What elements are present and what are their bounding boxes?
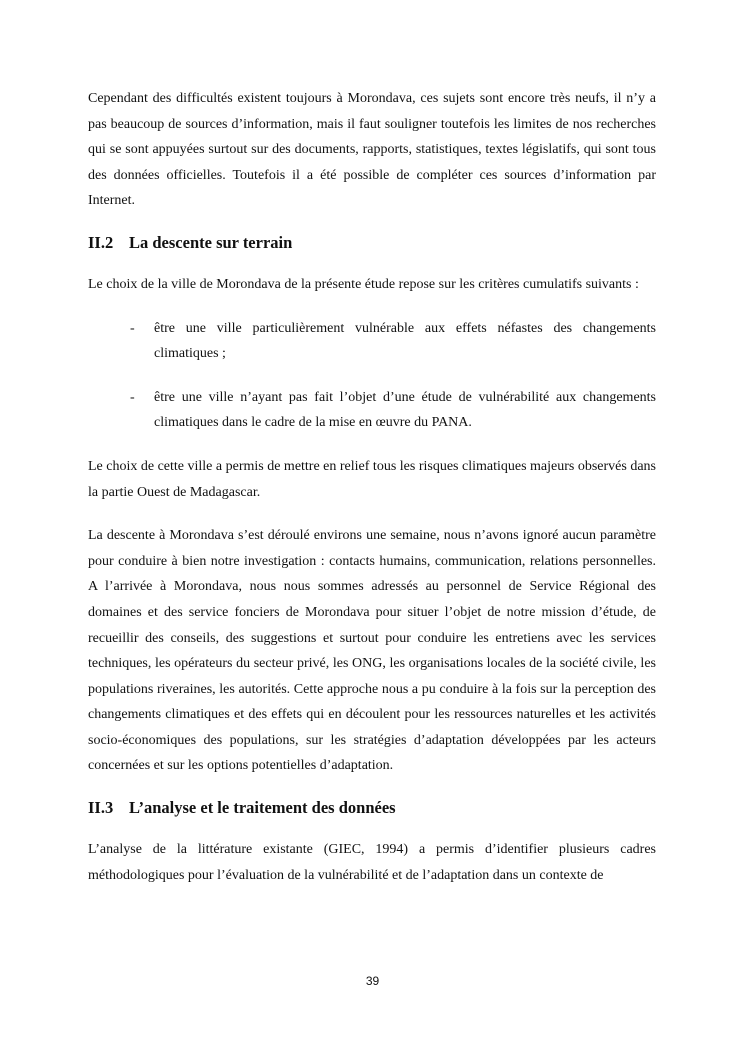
paragraph-difficulties: Cependant des difficultés existent toujours à Morondava, ces sujets sont encore très neufs, il n’y a pas beaucoup de sources d’information, mais il faut souligner toutefois les limites de nos recherches qui se sont appuyées surtout sur des documents, rapports, statistiques, textes législatifs, qui sont tous des données officielles. Toutefois il a été possible de compléter ces sources d’information par Internet. [88, 91, 656, 209]
section-title: La descente sur terrain [129, 232, 293, 252]
criteria-list [88, 316, 656, 436]
paragraph-descent: La descente à Morondava s’est déroulé environs une semaine, nous n’avons ignoré aucun paramètre pour conduire à bien notre investigation : contacts humains, communication, relations personnelles. A l’arrivée à Morondava, nous nous sommes adressés au personnel de Service Régional des domaines et des service fonciers de Morondava pour situer l’objet de notre mission d’étude, de recueillir des conseils, des suggestions et surtout pour conduire les entretiens avec les services techniques, les opérateurs du secteur privé, les ONG, les organisations locales de la société civile, les populations riveraines, les autorités. Cette approche nous a pu conduire à la fois sur la perception des changements climatiques et des effets qui en découlent pour les ressources naturelles et les activités socio-économiques des populations, sur les stratégies d’adaptation développées par les acteurs concernées et sur les options potentielles d’adaptation. [88, 528, 656, 774]
list-item [88, 385, 656, 436]
bullet-dash: - [130, 320, 135, 336]
list-item [88, 316, 656, 367]
section-heading-ii-2 [88, 232, 656, 254]
section-number: II.2 [88, 232, 114, 252]
paragraph-city-choice: Le choix de cette ville a permis de mettre en relief tous les risques climatiques majeurs observés dans la partie Ouest de Madagascar. [88, 458, 656, 500]
page-body [88, 86, 656, 888]
section-number: II.3 [88, 798, 114, 818]
paragraph-choice: Le choix de la ville de Morondava de la présente étude repose sur les critères cumulatifs suivants : [88, 276, 639, 292]
paragraph-analysis: L’analyse de la littérature existante (GIEC, 1994) a permis d’identifier plusieurs cadres méthodologiques pour l’évaluation de la vulnérabilité et de l’adaptation dans un contexte de [88, 842, 656, 883]
bullet-dash: - [130, 389, 135, 405]
section-heading-ii-3 [88, 797, 656, 819]
list-item-text: être une ville particulièrement vulnérable aux effets néfastes des changements climatiques ; [154, 320, 656, 362]
list-item-text: être une ville n’ayant pas fait l’objet d’une étude de vulnérabilité aux changements climatiques dans le cadre de la mise en œuvre du PANA. [154, 389, 656, 431]
section-title: L’analyse et le traitement des données [129, 798, 396, 818]
page-number: 39 [365, 974, 380, 988]
